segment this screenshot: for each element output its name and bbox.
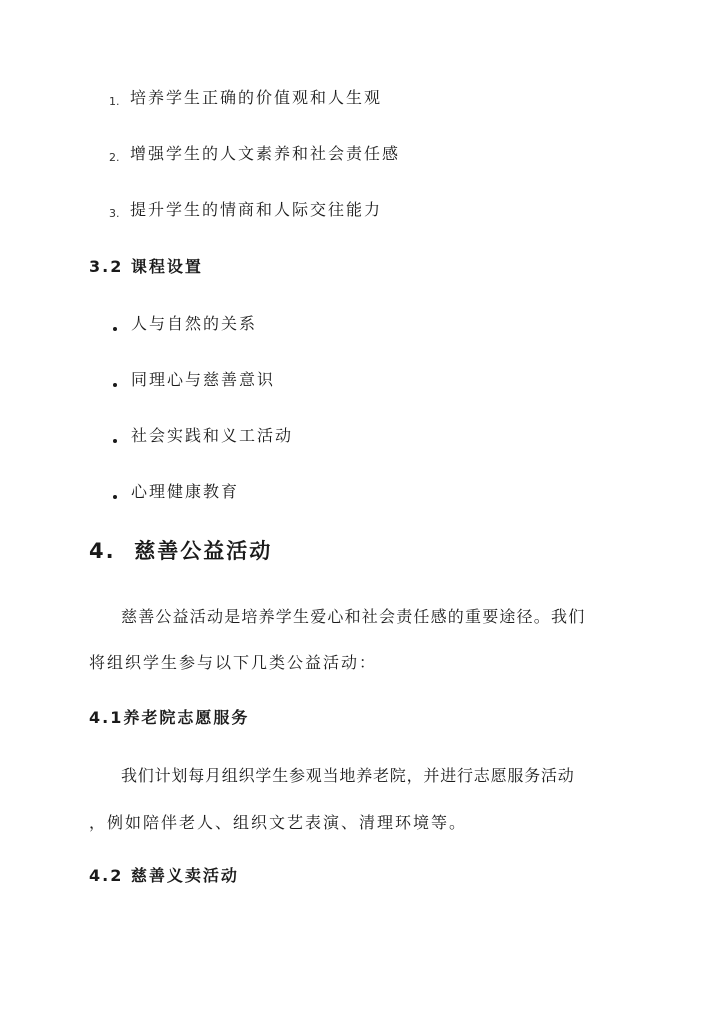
bullet-item-1: 人与自然的关系	[131, 314, 258, 333]
list-marker-3: 3.	[109, 207, 120, 220]
bullet-item-4: 心理健康教育	[131, 482, 240, 501]
list-marker-2: 2.	[109, 151, 120, 164]
section-4-paragraph-line-1: 慈善公益活动是培养学生爱心和社会责任感的重要途径。我们	[121, 607, 586, 626]
list-marker-1: 1.	[109, 95, 120, 108]
section-4-1-paragraph-line-2: ，例如陪伴老人、组织文艺表演、清理环境等。	[89, 813, 468, 832]
section-4-paragraph-line-2: 将组织学生参与以下几类公益活动：	[89, 653, 378, 672]
section-4-1-paragraph-line-1: 我们计划每月组织学生参观当地养老院，并进行志愿服务活动	[121, 766, 575, 785]
bullet-item-2: 同理心与慈善意识	[131, 370, 276, 389]
bullet-dot	[113, 327, 117, 331]
section-heading-3-2: 3.2 课程设置	[89, 257, 203, 276]
section-heading-4-2: 4.2 慈善义卖活动	[89, 866, 239, 885]
numbered-item-1: 培养学生正确的价值观和人生观	[130, 88, 383, 107]
bullet-item-3: 社会实践和义工活动	[131, 426, 294, 445]
numbered-item-2: 增强学生的人文素养和社会责任感	[130, 144, 401, 163]
bullet-dot	[113, 383, 117, 387]
bullet-dot	[113, 439, 117, 443]
section-heading-4-1: 4.1养老院志愿服务	[89, 708, 250, 727]
section-heading-4: 4. 慈善公益活动	[89, 539, 273, 563]
bullet-dot	[113, 495, 117, 499]
numbered-item-3: 提升学生的情商和人际交往能力	[130, 200, 383, 219]
